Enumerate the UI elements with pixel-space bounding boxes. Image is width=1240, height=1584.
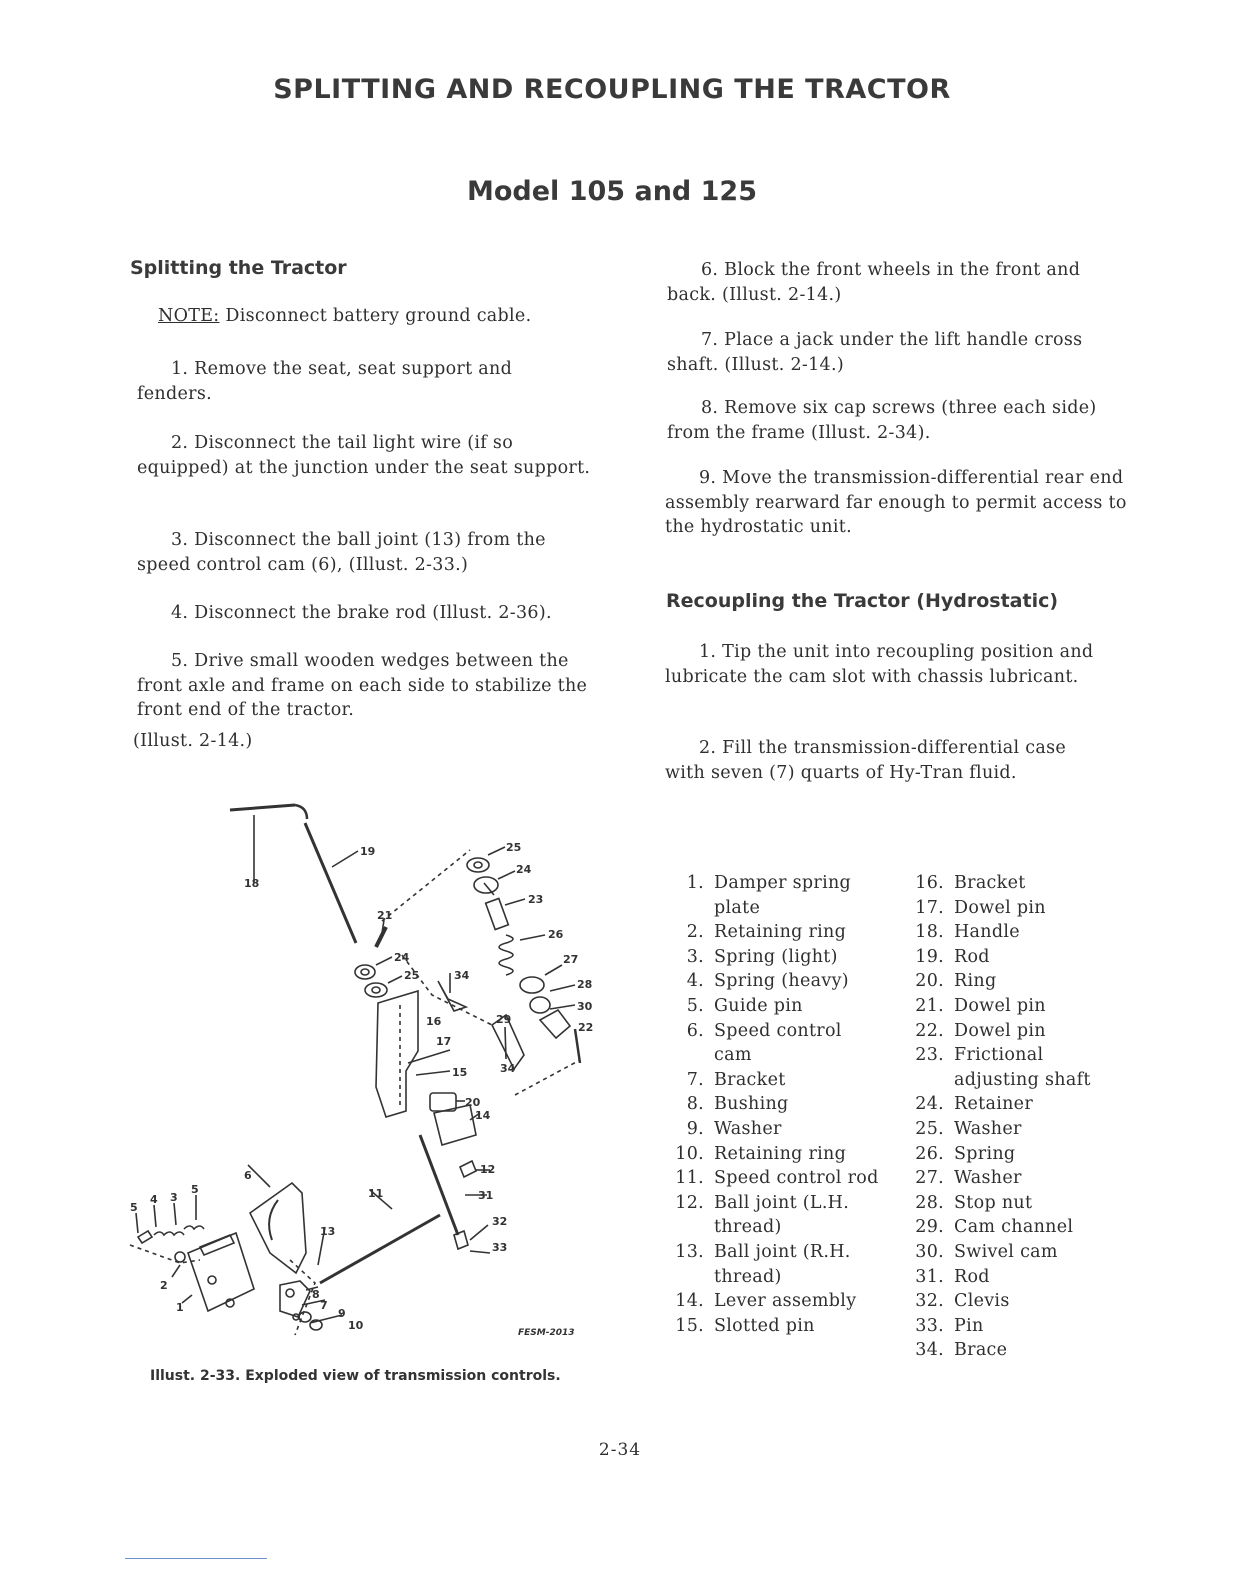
callout-25a: 25	[404, 969, 420, 982]
split-step-1: 1. Remove the seat, seat support and fenders.	[137, 359, 513, 404]
callout-5a: 5	[130, 1201, 138, 1214]
callout-3: 3	[170, 1191, 178, 1204]
legend-label: Spring (light)	[714, 946, 838, 967]
legend-number: 34.	[915, 1340, 944, 1361]
legend-label: Bracket	[714, 1069, 786, 1090]
legend-item	[660, 994, 885, 1019]
callout-8: 8	[312, 1288, 320, 1301]
recoupling-heading: Recoupling the Tractor (Hydrostatic)	[666, 590, 1059, 612]
callout-13: 13	[320, 1225, 336, 1238]
legend-label: Washer	[954, 1168, 1022, 1189]
legend-right	[900, 871, 1120, 1363]
legend-number: 8.	[686, 1094, 704, 1115]
legend-number: 18.	[915, 922, 944, 943]
legend-label: Bushing	[714, 1094, 789, 1115]
legend-item	[660, 1240, 885, 1289]
legend-item	[900, 871, 1120, 896]
legend-label: Handle	[954, 922, 1020, 943]
legend-label: Spring	[954, 1143, 1016, 1164]
legend-number: 22.	[915, 1020, 944, 1041]
legend-label: Retaining ring	[714, 1143, 847, 1164]
legend-label: Retaining ring	[714, 922, 847, 943]
legend-number: 1.	[686, 873, 704, 893]
callout-27: 27	[563, 953, 579, 966]
legend-item	[660, 1289, 885, 1314]
legend-label: Speed control cam	[714, 1020, 842, 1066]
legend-number: 12.	[675, 1192, 704, 1213]
callout-4: 4	[150, 1193, 158, 1206]
legend-number: 9.	[686, 1118, 704, 1139]
legend-number: 27.	[915, 1168, 944, 1189]
legend-item	[900, 1117, 1120, 1142]
legend-item	[660, 945, 885, 970]
callout-22: 22	[578, 1021, 594, 1034]
legend-item	[900, 1215, 1120, 1240]
legend-left	[660, 871, 885, 1338]
legend-label: Brace	[954, 1340, 1008, 1361]
legend-item	[900, 1314, 1120, 1339]
legend-label: Rod	[954, 946, 990, 967]
split-step-8: 8. Remove six cap screws (three each side) from the frame (Illust. 2-34).	[667, 398, 1097, 443]
callout-10: 10	[348, 1319, 364, 1332]
exploded-view-illustration	[120, 795, 594, 1355]
legend-item	[900, 1338, 1120, 1363]
legend-number: 28.	[915, 1192, 944, 1213]
legend-label: Damper spring plate	[714, 873, 852, 918]
page-number: 2-34	[598, 1440, 642, 1460]
legend-number: 17.	[915, 897, 944, 918]
legend-number: 33.	[915, 1315, 944, 1336]
callout-25b: 25	[506, 841, 522, 854]
legend-item	[900, 1043, 1120, 1092]
legend-number: 19.	[915, 946, 944, 967]
callout-7: 7	[320, 1299, 328, 1312]
legend-item	[660, 1314, 885, 1339]
callout-30: 30	[577, 1000, 593, 1013]
legend-item	[900, 945, 1120, 970]
page-title: SPLITTING AND RECOUPLING THE TRACTOR	[273, 74, 951, 105]
note-paragraph	[158, 304, 618, 329]
legend-item	[900, 920, 1120, 945]
legend-label: Dowel pin	[954, 897, 1046, 918]
legend-item	[900, 1092, 1120, 1117]
callout-28: 28	[577, 978, 593, 991]
legend-label: Washer	[714, 1118, 782, 1139]
split-step-2: 2. Disconnect the tail light wire (if so equipped) at the junction under the seat support.	[137, 433, 591, 478]
legend-number: 23.	[915, 1045, 944, 1066]
legend-number: 29.	[915, 1217, 944, 1238]
callout-26: 26	[548, 928, 564, 941]
split-step-3: 3. Disconnect the ball joint (13) from the speed control cam (6), (Illust. 2-33.)	[137, 530, 546, 575]
callout-9: 9	[338, 1307, 346, 1320]
legend-label: Cam channel	[954, 1217, 1074, 1238]
figure-caption: Illust. 2-33. Exploded view of transmission controls.	[150, 1368, 561, 1384]
callout-24a: 24	[394, 951, 410, 964]
callout-12: 12	[480, 1163, 496, 1176]
legend-item	[660, 1019, 885, 1068]
legend-label: Retainer	[954, 1094, 1033, 1115]
legend-number: 14.	[675, 1291, 704, 1312]
figure-code: FESM-2013	[518, 1328, 575, 1338]
legend-item	[660, 1166, 885, 1191]
callout-23: 23	[528, 893, 544, 906]
legend-number: 10.	[675, 1143, 704, 1164]
callout-19: 19	[360, 845, 376, 858]
callout-17: 17	[436, 1035, 452, 1048]
recouple-step-1: 1. Tip the unit into recoupling position and lubricate the cam slot with chassis lubricant.	[665, 642, 1094, 687]
callout-1: 1	[176, 1301, 184, 1314]
callout-6: 6	[244, 1169, 252, 1182]
split-step-9: 9. Move the transmission-differential rear end assembly rearward far enough to permit access to the hydrostatic unit.	[665, 468, 1127, 537]
callout-32: 32	[492, 1215, 508, 1228]
recouple-step-2: 2. Fill the transmission-differential case with seven (7) quarts of Hy-Tran fluid.	[665, 738, 1067, 783]
callout-24b: 24	[516, 863, 532, 876]
legend-item	[660, 1142, 885, 1167]
legend-label: Dowel pin	[954, 995, 1046, 1016]
callout-21: 21	[377, 909, 393, 922]
legend-item	[900, 1289, 1120, 1314]
legend-number: 3.	[686, 946, 704, 967]
legend-number: 13.	[675, 1241, 704, 1262]
callout-5b: 5	[191, 1183, 199, 1196]
legend-item	[900, 1265, 1120, 1290]
legend-item	[660, 871, 885, 920]
legend-item	[660, 1092, 885, 1117]
bottom-rule	[125, 1558, 267, 1559]
legend-item	[900, 1191, 1120, 1216]
legend-label: Lever assembly	[714, 1291, 857, 1312]
legend-item	[660, 920, 885, 945]
callout-34a: 34	[454, 969, 470, 982]
callout-31: 31	[478, 1189, 494, 1202]
legend-item	[900, 896, 1120, 921]
legend-number: 5.	[686, 995, 704, 1016]
callout-33: 33	[492, 1241, 508, 1254]
legend-item	[900, 994, 1120, 1019]
legend-label: Ring	[954, 971, 997, 992]
legend-number: 15.	[675, 1315, 704, 1336]
legend-number: 30.	[915, 1241, 944, 1262]
note-label: NOTE:	[158, 306, 220, 326]
split-step-4: 4. Disconnect the brake rod (Illust. 2-36).	[171, 603, 552, 623]
legend-label: Clevis	[954, 1291, 1010, 1312]
callout-29: 29	[496, 1013, 512, 1026]
split-step-5: 5. Drive small wooden wedges between the front axle and frame on each side to stabilize the front end of the tractor.	[137, 651, 588, 720]
callout-2: 2	[160, 1279, 168, 1292]
legend-label: Guide pin	[714, 995, 803, 1016]
legend-number: 7.	[686, 1069, 704, 1090]
legend-item	[660, 1117, 885, 1142]
split-step-5-ref: (Illust. 2-14.)	[133, 731, 253, 751]
legend-label: Swivel cam	[954, 1241, 1058, 1262]
legend-item	[900, 1142, 1120, 1167]
split-step-6: 6. Block the front wheels in the front and back. (Illust. 2-14.)	[667, 260, 1081, 305]
legend-label: Dowel pin	[954, 1020, 1046, 1041]
legend-item	[660, 969, 885, 994]
legend-label: Speed control rod	[714, 1168, 879, 1189]
legend-number: 16.	[915, 873, 944, 893]
legend-label: Pin	[954, 1315, 984, 1336]
legend-number: 32.	[915, 1291, 944, 1312]
callout-14: 14	[475, 1109, 491, 1122]
split-step-7: 7. Place a jack under the lift handle cross shaft. (Illust. 2-14.)	[667, 330, 1083, 375]
legend-item	[660, 1068, 885, 1093]
legend-number: 4.	[686, 971, 704, 992]
legend-number: 6.	[686, 1020, 704, 1041]
legend-label: Washer	[954, 1118, 1022, 1139]
callout-16: 16	[426, 1015, 442, 1028]
legend-label: Frictional adjusting shaft	[954, 1045, 1091, 1090]
legend-label: Stop nut	[954, 1192, 1033, 1213]
legend-number: 21.	[915, 995, 944, 1016]
legend-number: 11.	[675, 1168, 704, 1189]
model-subtitle: Model 105 and 125	[467, 176, 757, 207]
legend-item	[900, 1240, 1120, 1265]
legend-number: 20.	[915, 971, 944, 992]
legend-label: Spring (heavy)	[714, 971, 849, 992]
callout-18: 18	[244, 877, 260, 890]
legend-label: Ball joint (R.H. thread)	[714, 1241, 851, 1287]
legend-label: Ball joint (L.H. thread)	[714, 1192, 850, 1238]
legend-item	[900, 1166, 1120, 1191]
legend-label: Rod	[954, 1266, 990, 1287]
legend-item	[900, 1019, 1120, 1044]
legend-number: 31.	[915, 1266, 944, 1287]
callout-34b: 34	[500, 1062, 516, 1075]
legend-number: 25.	[915, 1118, 944, 1139]
legend-label: Bracket	[954, 873, 1026, 893]
legend-number: 2.	[686, 922, 704, 943]
callout-15: 15	[452, 1066, 468, 1079]
legend-number: 26.	[915, 1143, 944, 1164]
callout-11: 11	[368, 1187, 384, 1200]
legend-label: Slotted pin	[714, 1315, 815, 1336]
legend-item	[900, 969, 1120, 994]
splitting-heading: Splitting the Tractor	[130, 257, 347, 279]
legend-number: 24.	[915, 1094, 944, 1115]
legend-item	[660, 1191, 885, 1240]
note-text: Disconnect battery ground cable.	[219, 306, 532, 326]
callout-20: 20	[465, 1096, 481, 1109]
